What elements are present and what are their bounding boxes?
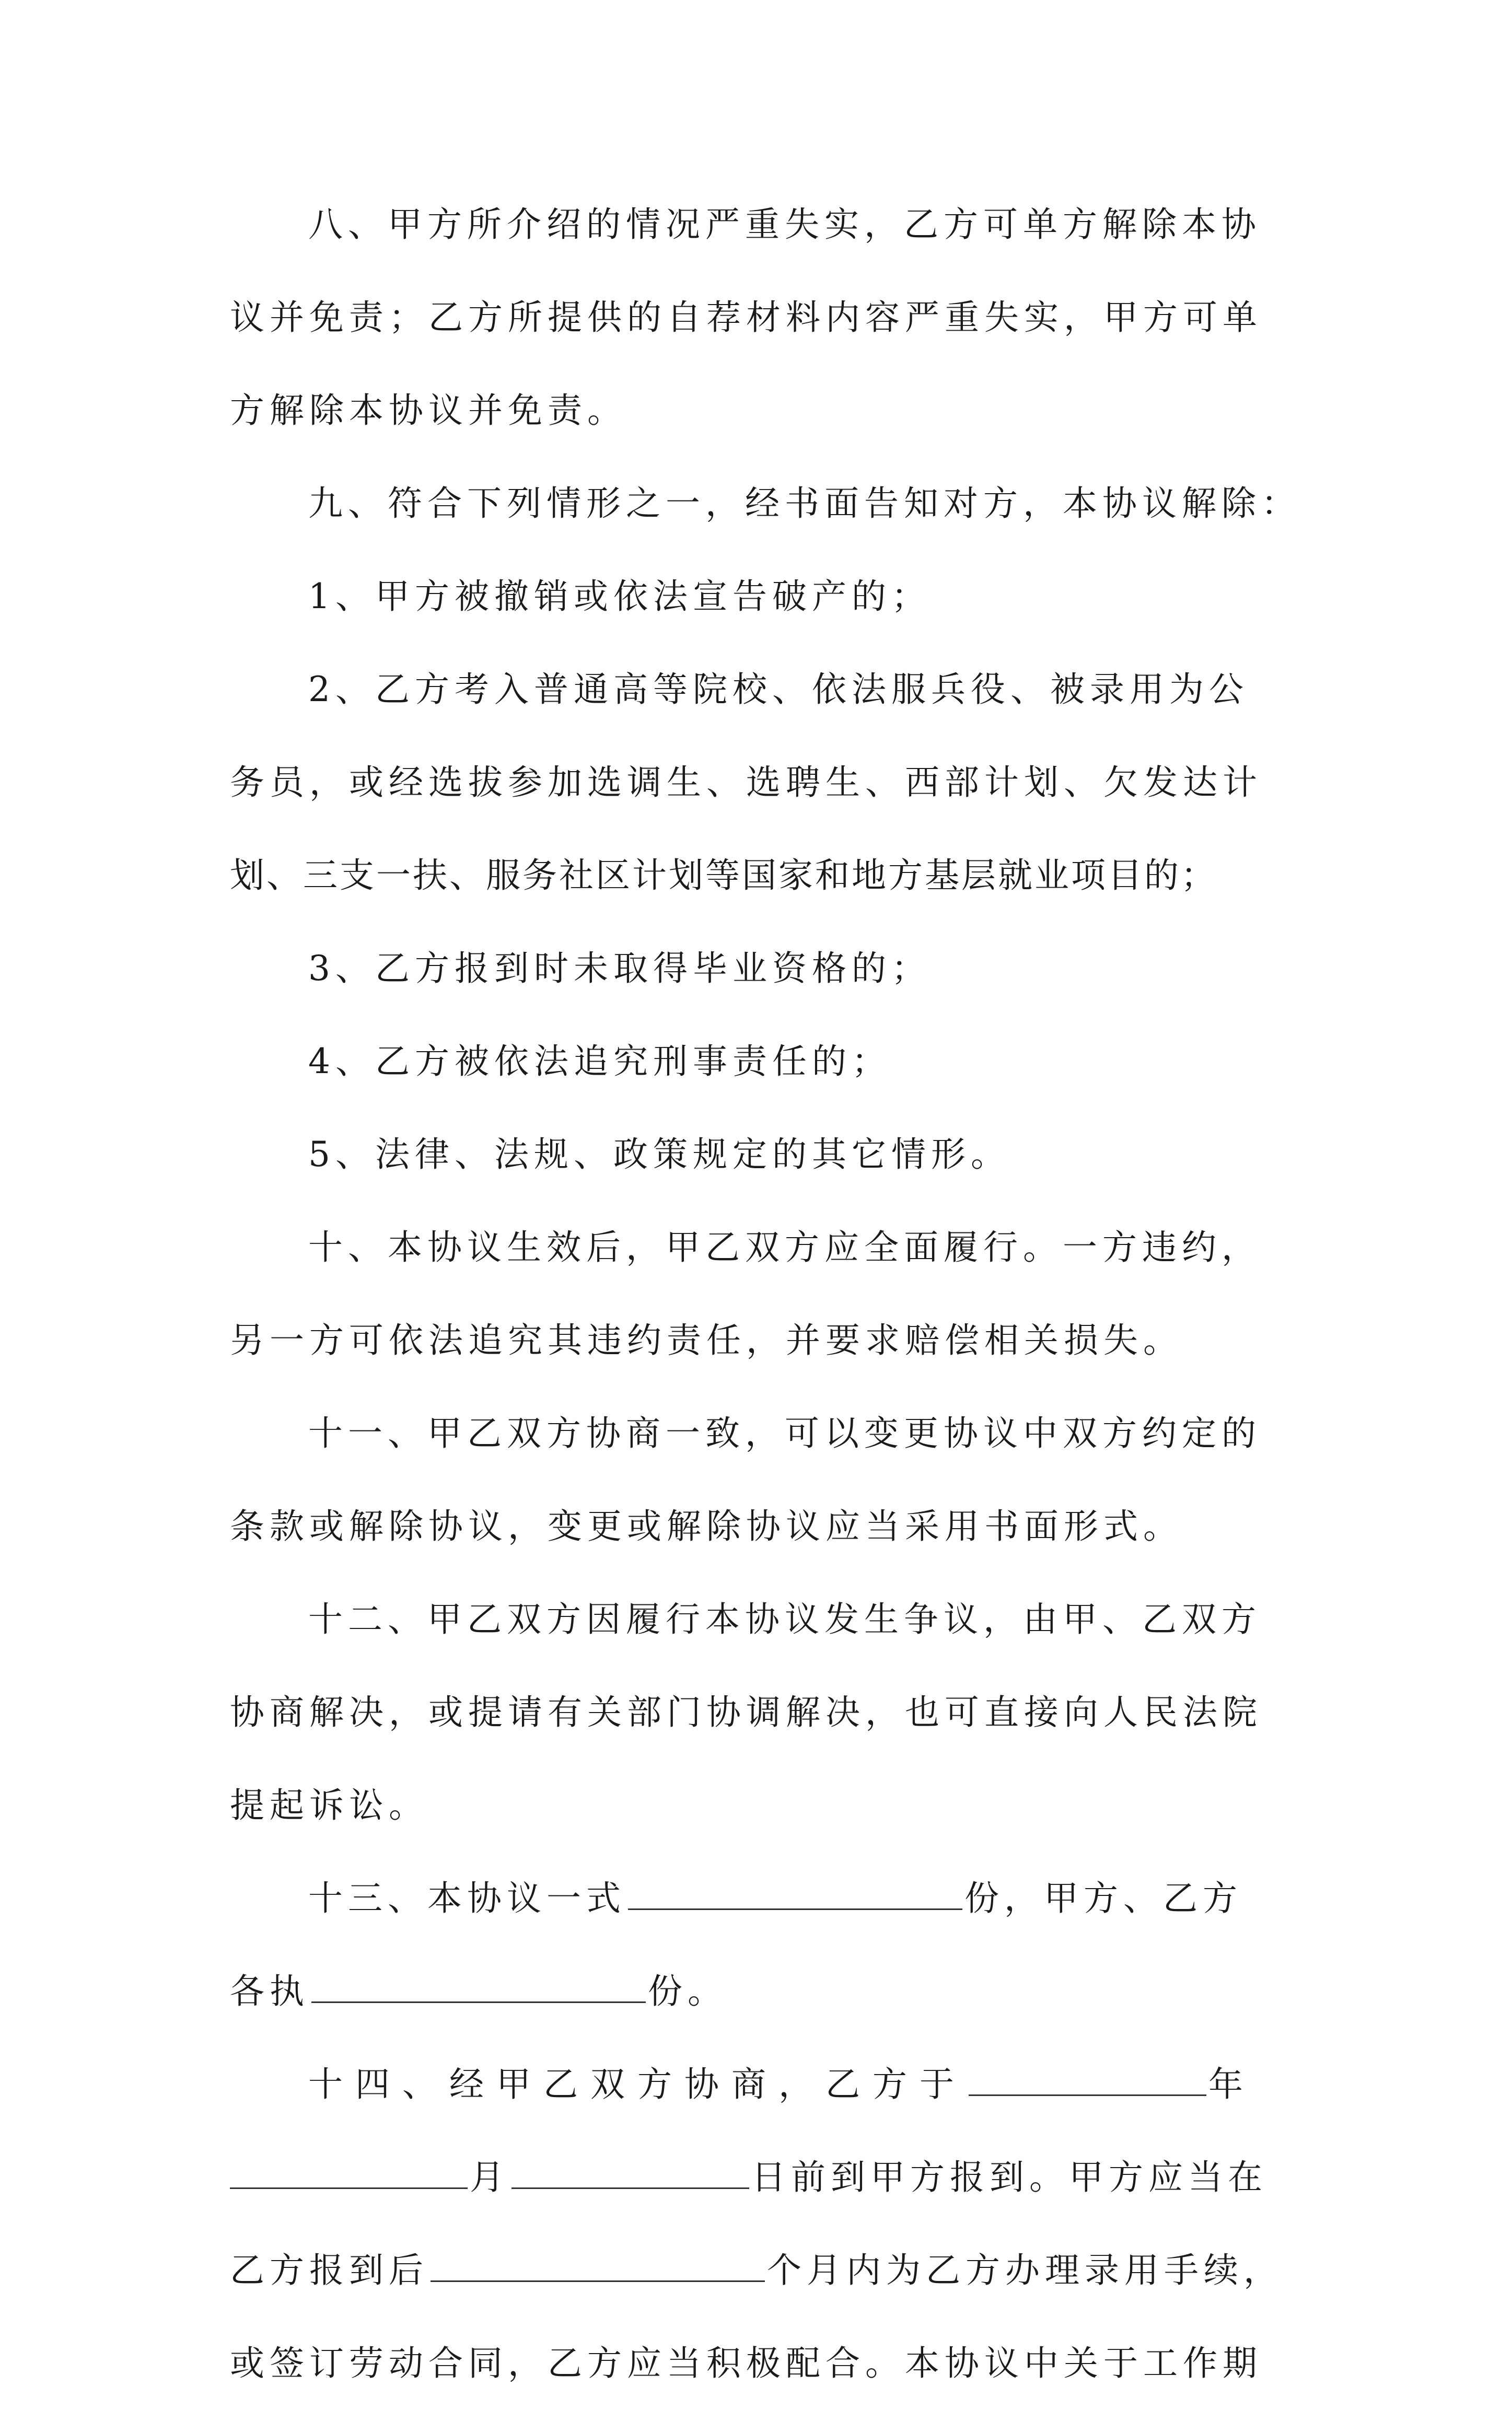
- months-blank[interactable]: [431, 2250, 765, 2282]
- month-prefix-blank[interactable]: [230, 2157, 468, 2189]
- list-item: 1、甲方被撤销或依法宣告破产的；: [308, 576, 931, 616]
- paragraph-line: 协商解决，或提请有关部门协调解决，也可直接向人民法院: [230, 1692, 1262, 1732]
- article-text: 各执: [230, 1971, 309, 2011]
- article-text: 月: [470, 2157, 509, 2197]
- paragraph-line: 另一方可依法追究其违约责任，并要求赔偿相关损失。: [230, 1320, 1183, 1360]
- article-text: 个月内为乙方办理录用手续，: [767, 2250, 1283, 2290]
- paragraph-line: 十一、甲乙双方协商一致，可以变更协议中双方约定的: [308, 1413, 1261, 1453]
- list-item: 4、乙方被依法追究刑事责任的；: [308, 1041, 891, 1081]
- document-page: [230, 201, 1301, 2433]
- paragraph-line: 十二、甲乙双方因履行本协议发生争议，由甲、乙双方: [308, 1599, 1261, 1639]
- day-blank[interactable]: [511, 2157, 749, 2189]
- article-14-line-3: [230, 2247, 1285, 2340]
- article-13-line-2: [230, 1968, 1285, 2061]
- list-item: 2、乙方考入普通高等院校、依法服兵役、被录用为公: [308, 669, 1249, 709]
- article-text: 乙方报到后: [230, 2250, 428, 2290]
- article-text: 十四、经甲乙双方协商，乙方于: [308, 2064, 967, 2104]
- paragraph-line: 方解除本协议并免责。: [230, 390, 627, 430]
- article-text: 日前到甲方报到。甲方应当在: [751, 2157, 1267, 2197]
- copies-total-blank[interactable]: [628, 1878, 962, 1910]
- paragraph-line: 或签订劳动合同，乙方应当积极配合。本协议中关于工作期: [230, 2343, 1262, 2383]
- year-blank[interactable]: [969, 2064, 1206, 2096]
- paragraph-line: 议并免责；乙方所提供的自荐材料内容严重失实，甲方可单: [230, 297, 1262, 337]
- list-item: 5、法律、法规、政策规定的其它情形。: [308, 1134, 1010, 1174]
- article-13-line-1: [230, 1875, 1285, 1968]
- paragraph-line: 十、本协议生效后，甲乙双方应全面履行。一方违约，: [308, 1227, 1261, 1267]
- copies-each-blank[interactable]: [311, 1971, 646, 2003]
- article-text: 十三、本协议一式: [308, 1878, 626, 1918]
- article-14-line-1: [230, 2061, 1285, 2154]
- article-14-line-2: [230, 2154, 1285, 2247]
- paragraph-line: 九、符合下列情形之一，经书面告知对方，本协议解除：: [308, 483, 1301, 523]
- paragraph-line: 务员，或经选拔参加选调生、选聘生、西部计划、欠发达计: [230, 762, 1262, 802]
- paragraph-line: 八、甲方所介绍的情况严重失实，乙方可单方解除本协: [308, 204, 1261, 245]
- paragraph-line: 划、三支一扶、服务社区计划等国家和地方基层就业项目的；: [230, 855, 1217, 895]
- article-text: 份，甲方、乙方: [964, 1878, 1242, 1918]
- list-item: 3、乙方报到时未取得毕业资格的；: [308, 948, 931, 988]
- article-text: 份。: [648, 1971, 727, 2011]
- article-text: 年: [1208, 2064, 1248, 2104]
- paragraph-line: 提起诉讼。: [230, 1785, 428, 1825]
- paragraph-line: 条款或解除协议，变更或解除协议应当采用书面形式。: [230, 1506, 1183, 1546]
